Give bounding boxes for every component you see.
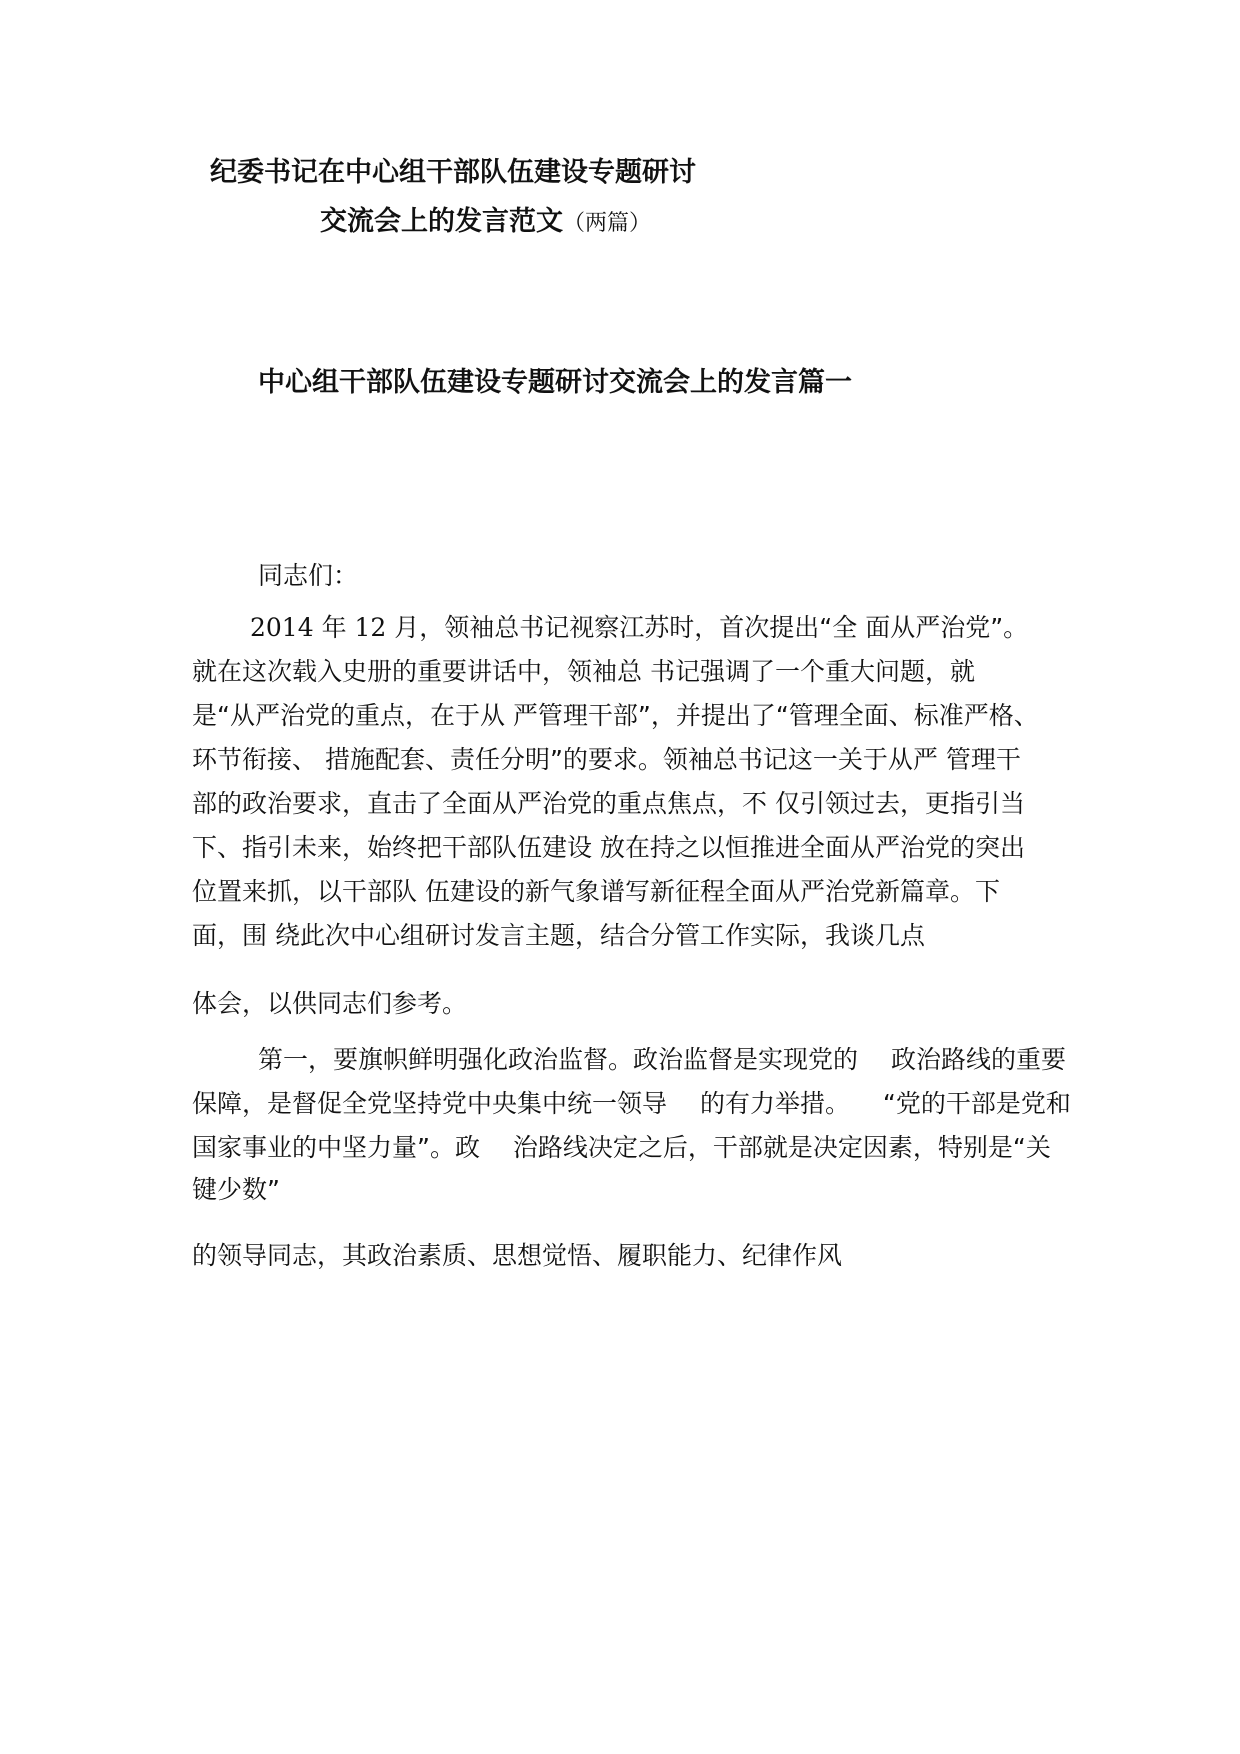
paragraph-2-line-3: 国家事业的中坚力量”。政 治路线决定之后，干部就是决定因素，特别是“关 [192, 1133, 1051, 1162]
document-title-line-1: 纪委书记在中心组干部队伍建设专题研讨 [210, 157, 696, 188]
document-title-line-2 [320, 205, 651, 241]
document-title-paren: （两篇） [563, 211, 652, 236]
paragraph-2-line-1: 第一，要旗帜鲜明强化政治监督。政治监督是实现党的 政治路线的重要 [258, 1045, 1066, 1074]
paragraph-1-line-2: 就在这次载入史册的重要讲话中，领袖总 书记强调了一个重大问题，就 [192, 657, 975, 686]
paragraph-1-line-1 [250, 612, 1028, 644]
paragraph-1-line-8: 面，围 绕此次中心组研讨发言主题，结合分管工作实际，我谈几点 [192, 921, 925, 950]
paragraph-1-line-7: 位置来抓，以干部队 伍建设的新气象谱写新征程全面从严治党新篇章。下 [192, 877, 1000, 906]
paragraph-1-line-3: 是“从严治党的重点，在于从 严管理干部”，并提出了“管理全面、标准严格、 [192, 701, 1039, 730]
paragraph-2-line-5: 的领导同志，其政治素质、思想觉悟、履职能力、纪律作风 [192, 1241, 843, 1270]
month-number: 12 [354, 613, 387, 642]
salutation: 同志们： [258, 561, 359, 590]
year-suffix: 年 [313, 613, 355, 642]
paragraph-2-line-2: 保障，是督促全党坚持党中央集中统一领导 的有力举措。 “党的干部是党和 [192, 1089, 1071, 1118]
paragraph-1-line-1-rest: 月，领袖总书记视察江苏时，首次提出“全 面从严治党”。 [386, 613, 1029, 642]
year-number: 2014 [250, 613, 314, 642]
paragraph-1-line-9: 体会，以供同志们参考。 [192, 989, 468, 1018]
paragraph-1-line-4: 环节衔接、 措施配套、责任分明”的要求。领袖总书记这一关于从严 管理干 [192, 745, 1021, 774]
paragraph-1-line-5: 部的政治要求，直击了全面从严治党的重点焦点，不 仅引领过去，更指引当 [192, 789, 1025, 818]
paragraph-1-line-6: 下、指引未来，始终把干部队伍建设 放在持之以恒推进全面从严治党的突出 [192, 833, 1025, 862]
section-heading: 中心组干部队伍建设专题研讨交流会上的发言篇一 [258, 367, 852, 398]
document-title-main: 交流会上的发言范文 [320, 206, 563, 237]
paragraph-2-line-4: 键少数” [192, 1175, 280, 1204]
